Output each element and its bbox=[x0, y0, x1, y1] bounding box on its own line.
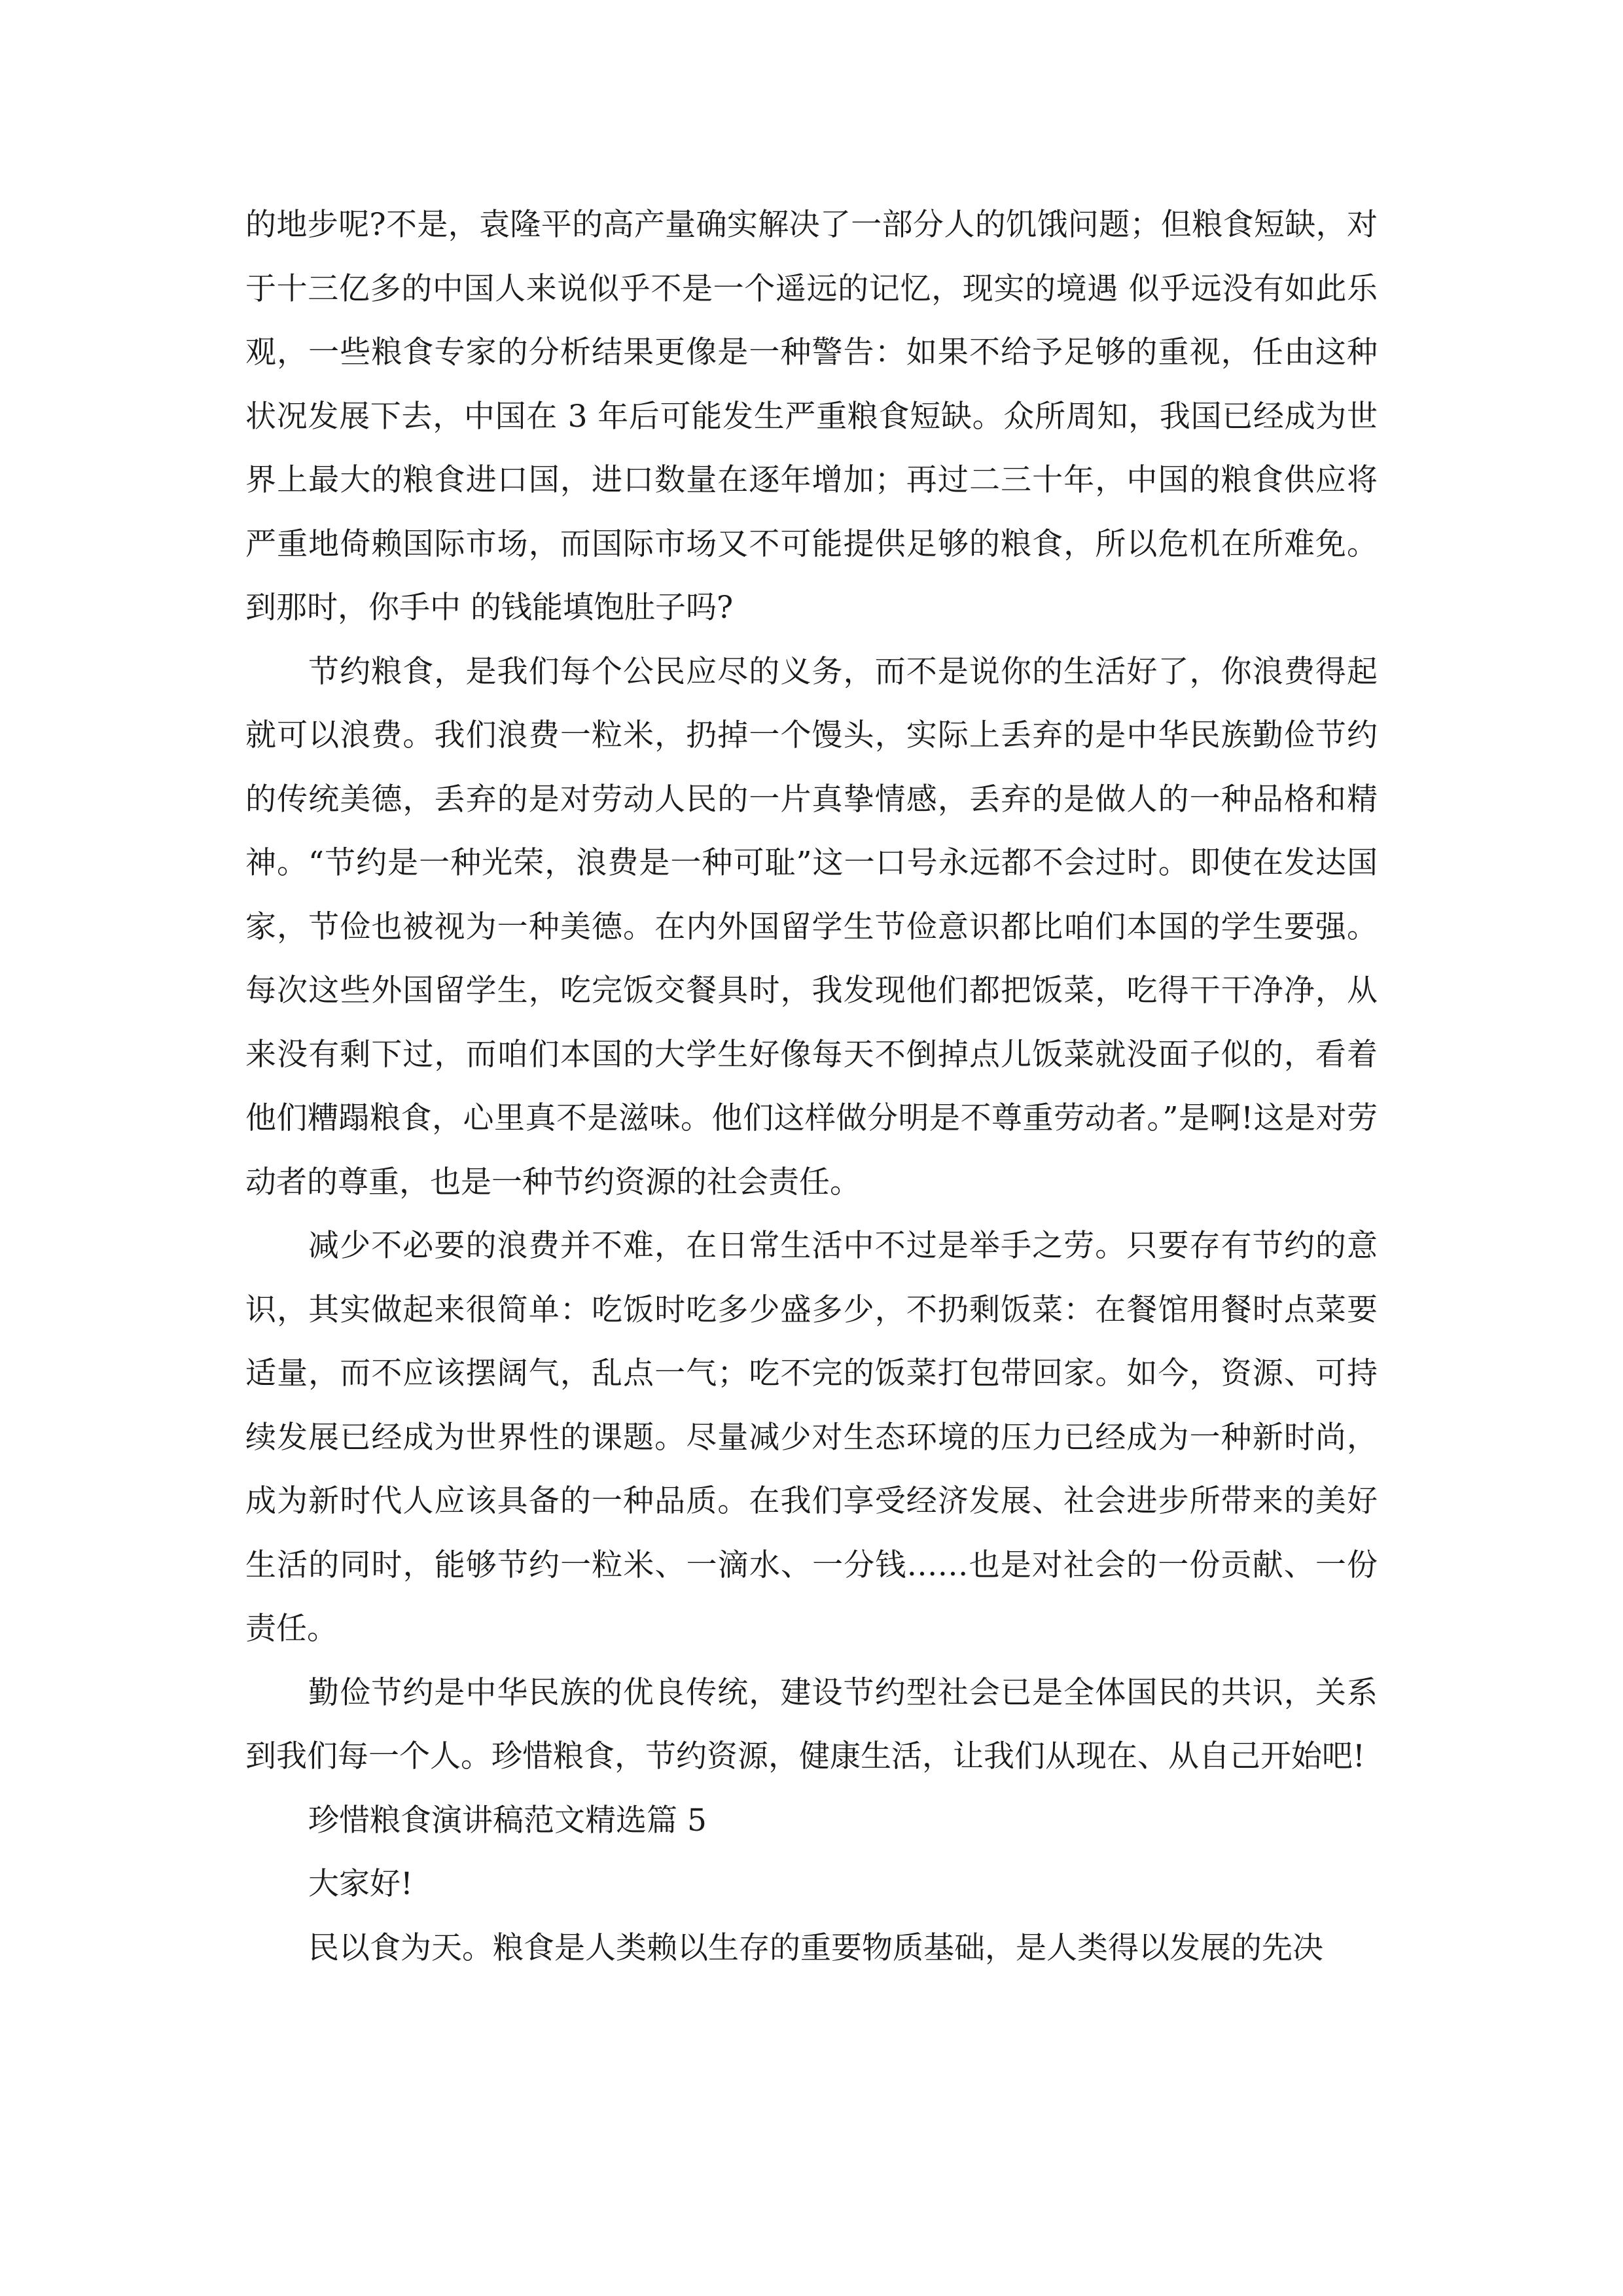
paragraph-conclusion: 勤俭节约是中华民族的优良传统，建设节约型社会已是全体国民的共识，关系到我们每一个人。珍惜粮食，节约资源，健康生活，让我们从现在、从自己开始吧! bbox=[245, 1674, 1378, 1774]
paragraph-opening: 民以食为天。粮食是人类赖以生存的重要物质基础，是人类得以发展的先决 bbox=[308, 1929, 1323, 1966]
paragraph-continued: 的地步呢?不是，袁隆平的高产量确实解决了一部分人的饥饿问题；但粮食短缺，对于十三亿多的中国人来说似乎不是一个遥远的记忆，现实的境遇 似乎远没有如此乐观，一些粮食专家的分析结果更像是一种警告：如果不给予足够的重视，任由这种状况发展下去，中国在 3 年后可能发生严重粮食短缺。众所周知，我国已经成为世界上最大的粮食进口国，进口数量在逐年增加；再过二三十年，中国的粮食供应将严重地倚赖国际市场，而国际市场又不可能提供足够的粮食，所以危机在所难免。到那时，你手中 的钱能填饱肚子吗? bbox=[245, 207, 1378, 626]
greeting: 大家好! bbox=[308, 1866, 413, 1902]
paragraph-saving-food-duty: 节约粮食，是我们每个公民应尽的义务，而不是说你的生活好了，你浪费得起就可以浪费。我们浪费一粒米，扔掉一个馒头，实际上丢弃的是中华民族勤俭节约的传统美德，丢弃的是对劳动人民的一片真挚情感，丢弃的是做人的一种品格和精神。“节约是一种光荣，浪费是一种可耻”这一口号永远都不会过时。即使在发达国家，节俭也被视为一种美德。在内外国留学生节俭意识都比咱们本国的学生要强。每次这些外国留学生，吃完饭交餐具时，我发现他们都把饭菜，吃得干干净净，从来没有剩下过，而咱们本国的大学生好像每天不倒掉点儿饭菜就没面子似的，看着他们糟蹋粮食，心里真不是滋味。他们这样做分明是不尊重劳动者。”是啊!这是对劳动者的尊重，也是一种节约资源的社会责任。 bbox=[245, 653, 1378, 1200]
paragraph-reduce-waste: 减少不必要的浪费并不难，在日常生活中不过是举手之劳。只要存有节约的意识，其实做起来很简单：吃饭时吃多少盛多少，不扔剩饭菜：在餐馆用餐时点菜要适量，而不应该摆阔气，乱点一气；吃不完的饭菜打包带回家。如今，资源、可持续发展已经成为世界性的课题。尽量减少对生态环境的压力已经成为一种新时尚，成为新时代人应该具备的一种品质。在我们享受经济发展、社会进步所带来的美好生活的同时，能够节约一粒米、一滴水、一分钱……也是对社会的一份贡献、一份责任。 bbox=[245, 1228, 1378, 1647]
section-title: 珍惜粮食演讲稿范文精选篇 5 bbox=[308, 1802, 707, 1839]
document-body bbox=[245, 193, 1378, 1980]
